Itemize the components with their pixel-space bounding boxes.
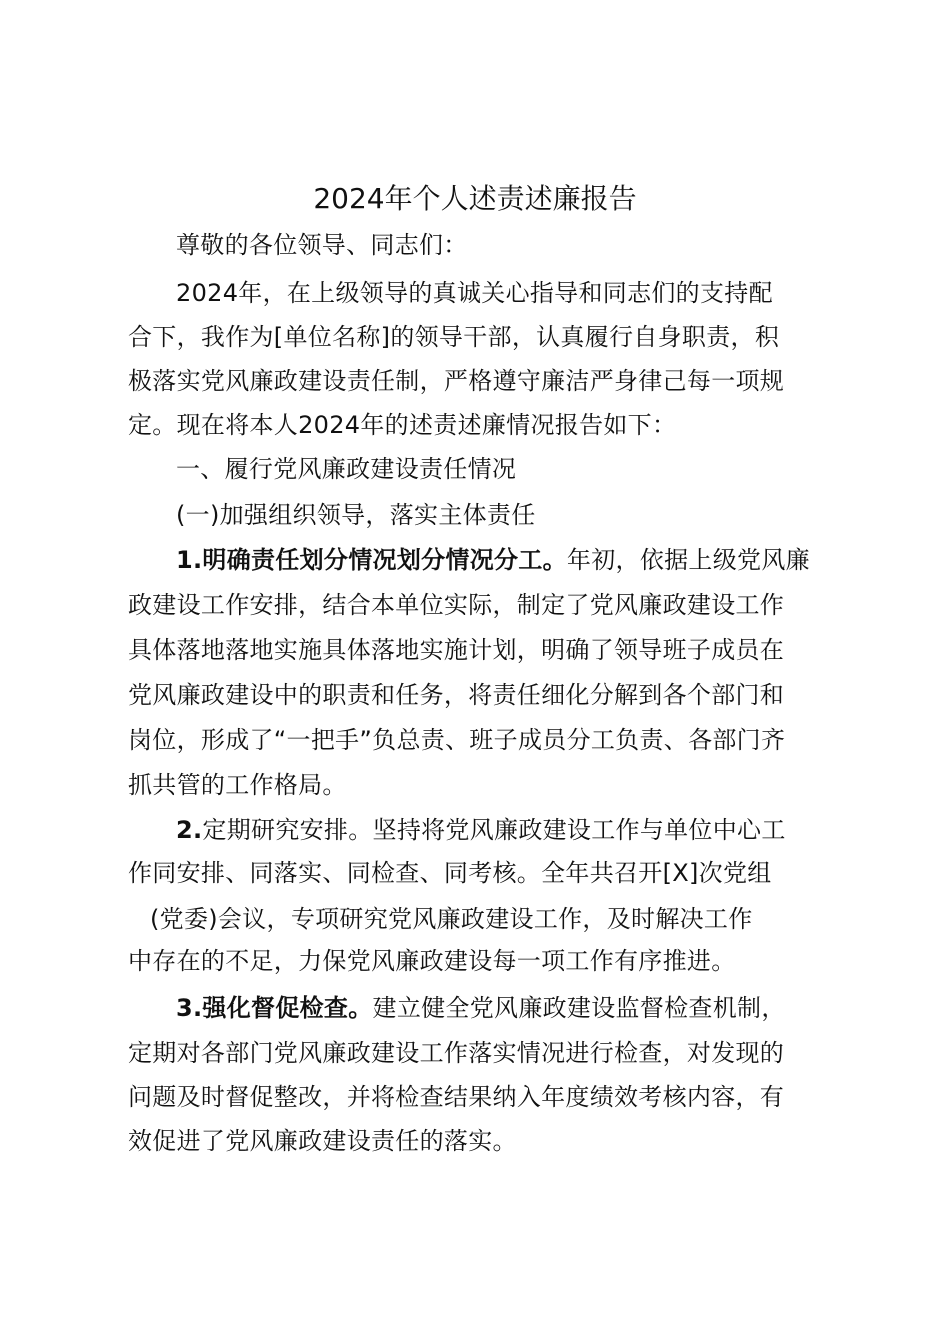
item2-lead: 2.	[176, 816, 203, 844]
item1-line-4: 党风廉政建设中的职责和任务，将责任细化分解到各个部门和	[128, 681, 785, 709]
intro-line-1: 2024年，在上级领导的真诚关心指导和同志们的支持配	[176, 279, 773, 307]
item2-first-line	[176, 815, 786, 845]
section-heading: 一、履行党风廉政建设责任情况	[176, 455, 517, 483]
item1-line-3: 具体落地落地实施具体落地实施计划，明确了领导班子成员在	[128, 636, 785, 664]
item3-line-3: 问题及时督促整改，并将检查结果纳入年度绩效考核内容，有	[128, 1083, 785, 1111]
item3-lead: 3.强化督促检查。	[176, 994, 373, 1022]
item1-first-rest: 年初，依据上级党风廉	[566, 546, 810, 574]
item2-line-4: 中存在的不足，力保党风廉政建设每一项工作有序推进。	[128, 947, 736, 975]
item2-first-rest: 定期研究安排。坚持将党风廉政建设工作与单位中心工	[202, 816, 786, 844]
item1-line-2: 政建设工作安排，结合本单位实际，制定了党风廉政建设工作	[128, 591, 785, 619]
intro-line-4: 定。现在将本人2024年的述责述廉情况报告如下：	[128, 411, 677, 439]
item2-line-2: 作同安排、同落实、同检查、同考核。全年共召开[X]次党组	[128, 859, 772, 887]
item1-first-line	[176, 545, 810, 575]
item2-line-3: (党委)会议，专项研究党风廉政建设工作，及时解决工作	[150, 905, 753, 933]
item3-line-2: 定期对各部门党风廉政建设工作落实情况进行检查，对发现的	[128, 1039, 785, 1067]
item1-line-6: 抓共管的工作格局。	[128, 771, 347, 799]
item1-line-5: 岗位，形成了“一把手”负总责、班子成员分工负责、各部门齐	[128, 726, 786, 754]
subsection-heading: (一)加强组织领导，落实主体责任	[176, 501, 536, 529]
item3-first-rest: 建立健全党风廉政建设监督检查机制，	[372, 994, 786, 1022]
item3-first-line	[176, 993, 786, 1023]
document-title: 2024年个人述责述廉报告	[313, 182, 637, 215]
item1-lead: 1.明确责任划分情况划分情况分工。	[176, 546, 567, 574]
item3-line-4: 效促进了党风廉政建设责任的落实。	[128, 1127, 517, 1155]
intro-line-2: 合下，我作为[单位名称]的领导干部，认真履行自身职责，积	[128, 323, 780, 351]
salutation: 尊敬的各位领导、同志们：	[176, 231, 468, 259]
intro-line-3: 极落实党风廉政建设责任制，严格遵守廉洁严身律己每一项规	[128, 367, 785, 395]
